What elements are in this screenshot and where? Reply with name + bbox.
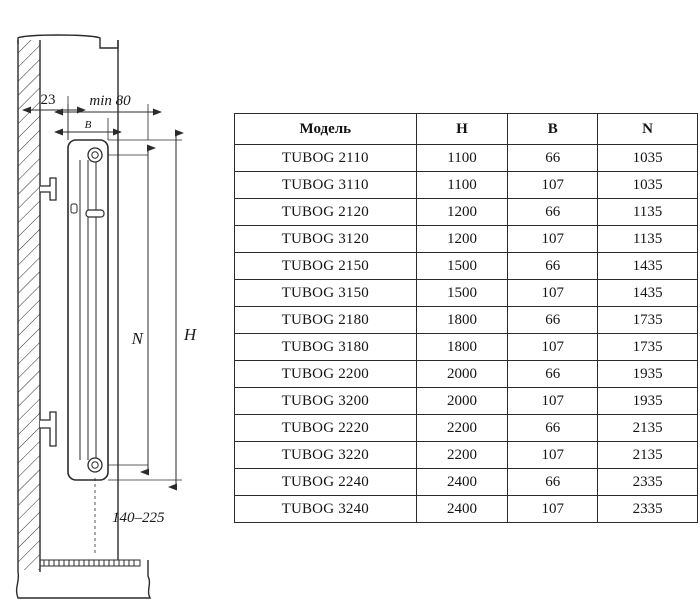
- cell-n: 2335: [598, 496, 698, 523]
- column-header-b: B: [508, 114, 598, 145]
- cell-h: 1200: [416, 226, 508, 253]
- cell-b: 107: [508, 388, 598, 415]
- cell-b: 66: [508, 199, 598, 226]
- table-row: [235, 388, 698, 415]
- dimension-n-label: N: [131, 329, 143, 348]
- radiator-specification-table: [234, 113, 698, 523]
- table-row: [235, 415, 698, 442]
- table-row: [235, 172, 698, 199]
- cell-b: 66: [508, 361, 598, 388]
- cell-n: 2135: [598, 415, 698, 442]
- cell-model: TUBOG 2200: [235, 361, 417, 388]
- cell-model: TUBOG 3240: [235, 496, 417, 523]
- cell-h: 1800: [416, 334, 508, 361]
- table-row: [235, 307, 698, 334]
- cell-model: TUBOG 2180: [235, 307, 417, 334]
- cell-b: 107: [508, 226, 598, 253]
- dimension-b: [62, 118, 114, 140]
- cell-b: 107: [508, 442, 598, 469]
- dimension-h: [108, 133, 198, 487]
- dimension-min-80-label: min 80: [89, 93, 131, 109]
- cell-model: TUBOG 3110: [235, 172, 417, 199]
- cell-b: 107: [508, 280, 598, 307]
- cell-h: 2000: [416, 388, 508, 415]
- wall-bracket-lower: [40, 412, 56, 446]
- cell-b: 66: [508, 469, 598, 496]
- cell-h: 1800: [416, 307, 508, 334]
- cell-model: TUBOG 3220: [235, 442, 417, 469]
- column-header-h: H: [416, 114, 508, 145]
- cell-h: 2200: [416, 442, 508, 469]
- cell-model: TUBOG 3200: [235, 388, 417, 415]
- cell-n: 1035: [598, 145, 698, 172]
- table-row: [235, 442, 698, 469]
- cell-n: 1735: [598, 334, 698, 361]
- cell-n: 1735: [598, 307, 698, 334]
- cell-n: 1135: [598, 226, 698, 253]
- column-header-n: N: [598, 114, 698, 145]
- cell-h: 1500: [416, 280, 508, 307]
- cell-n: 1935: [598, 361, 698, 388]
- cell-h: 2200: [416, 415, 508, 442]
- cell-b: 66: [508, 415, 598, 442]
- dimension-n: [108, 148, 148, 472]
- cell-b: 107: [508, 496, 598, 523]
- cell-h: 1100: [416, 145, 508, 172]
- cell-b: 107: [508, 334, 598, 361]
- cell-n: 1435: [598, 253, 698, 280]
- dimension-floor-range: [95, 478, 165, 556]
- cell-model: TUBOG 2150: [235, 253, 417, 280]
- cell-n: 1935: [598, 388, 698, 415]
- table-row: [235, 280, 698, 307]
- cell-model: TUBOG 3150: [235, 280, 417, 307]
- cell-model: TUBOG 2120: [235, 199, 417, 226]
- wall-bracket-upper: [40, 178, 56, 200]
- cell-n: 1035: [598, 172, 698, 199]
- table-row: [235, 361, 698, 388]
- cell-model: TUBOG 2110: [235, 145, 417, 172]
- cell-n: 1435: [598, 280, 698, 307]
- cell-model: TUBOG 3120: [235, 226, 417, 253]
- cell-h: 1200: [416, 199, 508, 226]
- cell-h: 2400: [416, 496, 508, 523]
- cell-h: 1500: [416, 253, 508, 280]
- cell-b: 66: [508, 145, 598, 172]
- table-row: [235, 496, 698, 523]
- radiator-body: [68, 140, 108, 480]
- table-row: [235, 199, 698, 226]
- cell-model: TUBOG 3180: [235, 334, 417, 361]
- cell-n: 1135: [598, 199, 698, 226]
- column-header-model: Модель: [235, 114, 417, 145]
- table-header-row: [235, 114, 698, 145]
- dimension-h-label: H: [183, 325, 197, 344]
- cell-h: 1100: [416, 172, 508, 199]
- cell-h: 2000: [416, 361, 508, 388]
- cell-n: 2135: [598, 442, 698, 469]
- table-row: [235, 145, 698, 172]
- cell-model: TUBOG 2240: [235, 469, 417, 496]
- cell-b: 66: [508, 307, 598, 334]
- radiator-wall-mount-drawing: [0, 0, 235, 613]
- cell-model: TUBOG 2220: [235, 415, 417, 442]
- table-row: [235, 469, 698, 496]
- cell-h: 2400: [416, 469, 508, 496]
- cell-b: 66: [508, 253, 598, 280]
- cell-b: 107: [508, 172, 598, 199]
- table-row: [235, 253, 698, 280]
- table-row: [235, 226, 698, 253]
- dimension-floor-range-label: 140–225: [112, 510, 165, 526]
- table-row: [235, 334, 698, 361]
- dimension-offset-23-label: 23: [40, 92, 56, 108]
- cell-n: 2335: [598, 469, 698, 496]
- dimension-b-label: B: [84, 119, 92, 131]
